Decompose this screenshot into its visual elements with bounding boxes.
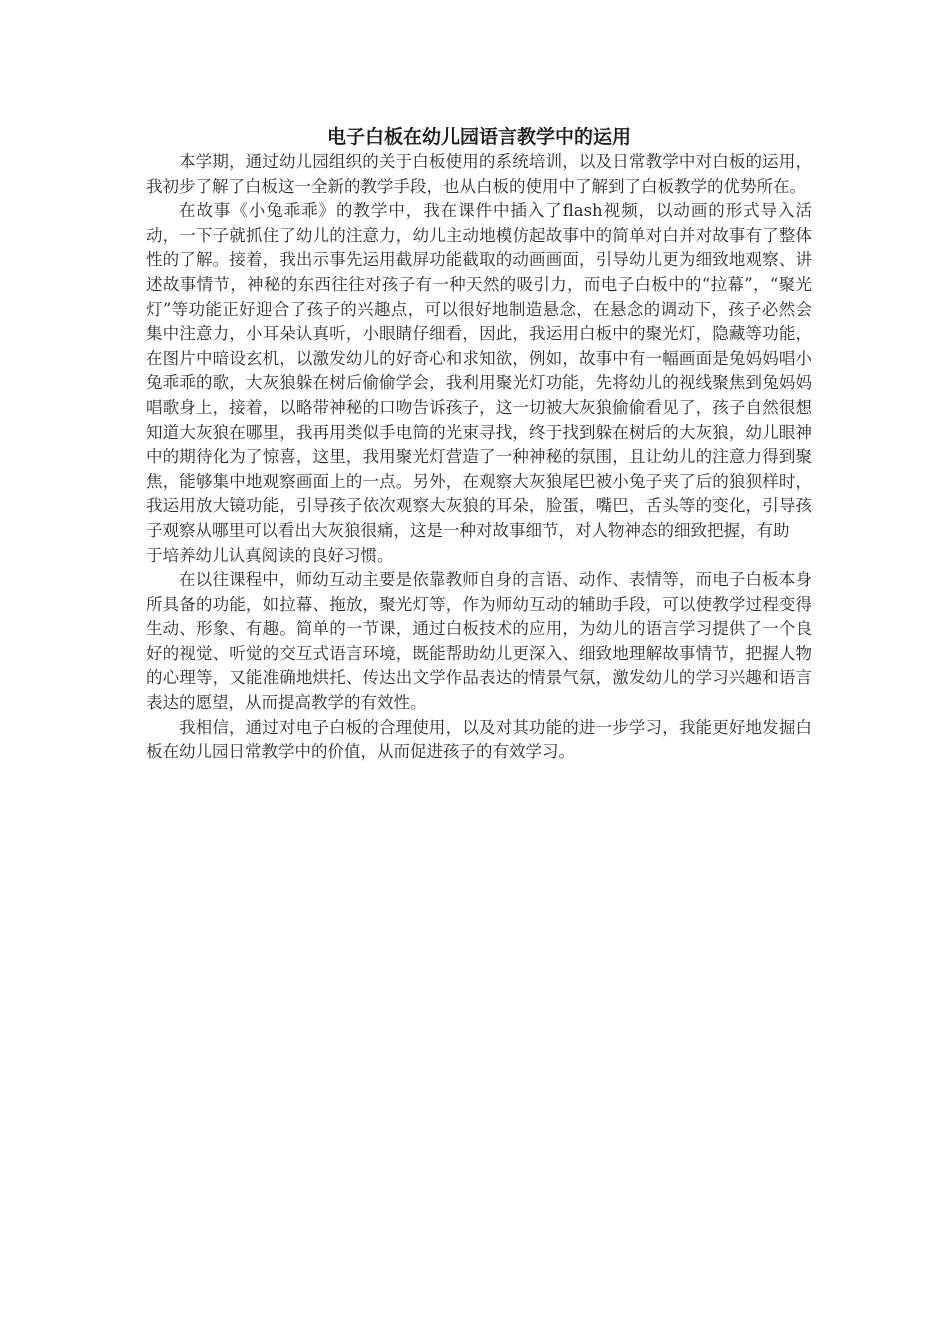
document-title: 电子白板在幼儿园语言教学中的运用 bbox=[326, 126, 631, 148]
paragraph-story-example: 在故事《小兔乖乖》的教学中，我在课件中插入了flash视频，以动画的形式导入活动，一下子就抓住了幼儿的注意力，幼儿主动地模仿起故事中的简单对白并对故事有了整体性的了解。接着，我出示事先运用截屏功能截取的动画画面，引导幼儿更为细致地观察、讲述故事情节，神秘的东西往往对孩子有一种天然的吸引力，而电子白板中的“拉幕”，“聚光灯”等功能正好迎合了孩子的兴趣点，可以很好地制造悬念，在悬念的调动下，孩子必然会集中注意力，小耳朵认真听，小眼睛仔细看，因此，我运用白板中的聚光灯，隐藏等功能，在图片中暗设玄机，以激发幼儿的好奇心和求知欲，例如，故事中有一幅画面是兔妈妈唱小兔乖乖的歌，大灰狼躲在树后偷偷学会，我利用聚光灯功能，先将幼儿的视线聚焦到兔妈妈唱歌身上，接着，以略带神秘的口吻告诉孩子，这一切被大灰狼偷偷看见了，孩子自然很想知道大灰狼在哪里，我再用类似手电筒的光束寻找，终于找到躲在树后的大灰狼，幼儿眼神中的期待化为了惊喜，这里，我用聚光灯营造了一种神秘的氛围，且让幼儿的注意力得到聚焦，能够集中地观察画面上的一点。另外，在观察大灰狼尾巴被小兔子夹了后的狼狈样时，我运用放大镜功能，引导孩子依次观察大灰狼的耳朵，脸蛋，嘴巴，舌头等的变化，引导孩子观察从哪里可以看出大灰狼很痛，这是一种对故事细节，对人物神态的细致把握，有助 bbox=[146, 201, 812, 540]
paragraph-story-example-continued: 于培养幼儿认真阅读的良好习惯。 bbox=[146, 545, 394, 565]
document-body bbox=[146, 124, 812, 765]
paragraph-conclusion: 我相信，通过对电子白板的合理使用，以及对其功能的进一步学习，我能更好地发掘白板在幼儿园日常教学中的价值，从而促进孩子的有效学习。 bbox=[146, 717, 812, 762]
paragraph-intro: 本学期，通过幼儿园组织的关于白板使用的系统培训，以及日常教学中对白板的运用，我初步了解了白板这一全新的教学手段，也从白板的使用中了解到了白板教学的优势所在。 bbox=[146, 152, 812, 196]
paragraph-interaction: 在以往课程中，师幼互动主要是依靠教师自身的言语、动作、表情等，而电子白板本身所具备的功能，如拉幕、拖放，聚光灯等，作为师幼互动的辅助手段，可以使教学过程变得生动、形象、有趣。简单的一节课，通过白板技术的应用，为幼儿的语言学习提供了一个良好的视觉、听觉的交互式语言环境，既能帮助幼儿更深入、细致地理解故事情节，把握人物的心理等，又能准确地烘托、传达出文学作品表达的情景气氛，激发幼儿的学习兴趣和语言表达的愿望，从而提高教学的有效性。 bbox=[146, 570, 812, 713]
